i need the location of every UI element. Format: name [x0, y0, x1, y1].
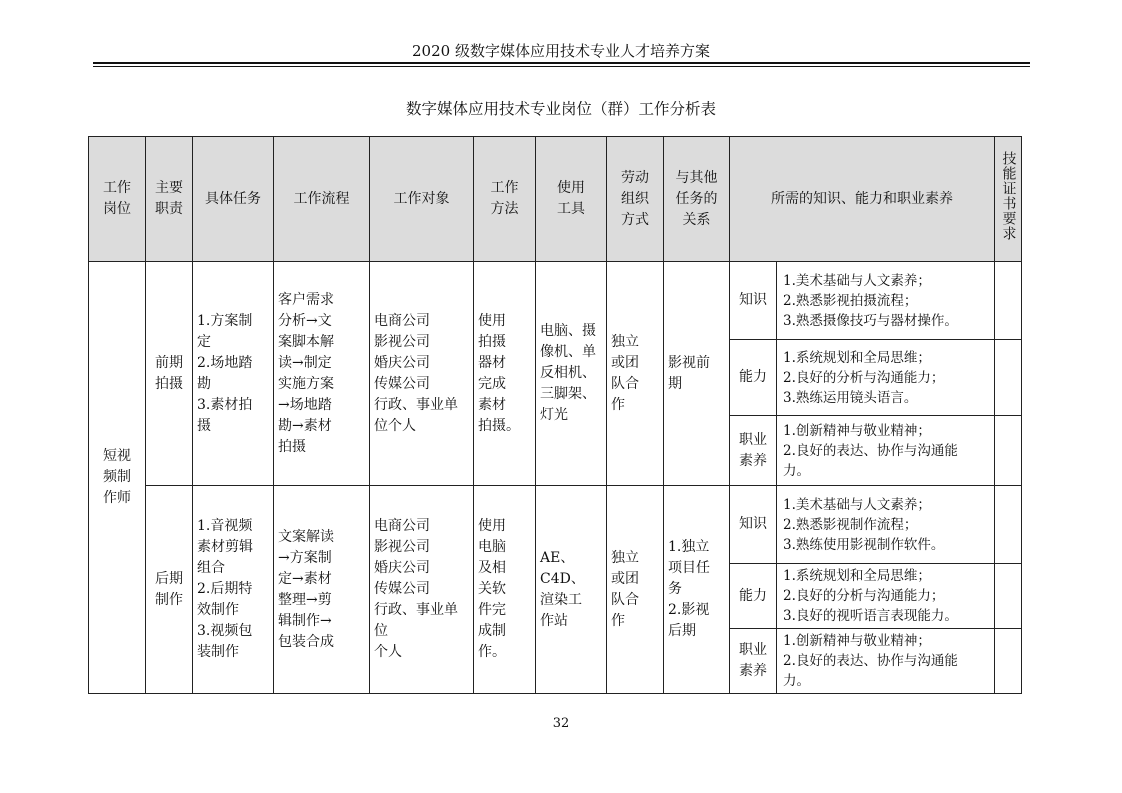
organization-cell: 独立 或团 队合 作: [607, 486, 664, 694]
requirement-category: 知识: [730, 262, 777, 340]
table-row: [89, 486, 1022, 564]
header-tools: 使用 工具: [536, 137, 607, 262]
requirement-category: 职业 素养: [730, 629, 777, 694]
job-analysis-table: [88, 136, 1022, 694]
tools-cell: AE、C4D、 渲染工 作站: [536, 486, 607, 694]
header-duty: 主要 职责: [146, 137, 193, 262]
header-rule-thin: [93, 66, 1030, 67]
certificate-cell: [995, 564, 1022, 629]
header-objects: 工作对象: [370, 137, 474, 262]
process-cell: 客户需求 分析→文 案脚本解 读→制定 实施方案 →场地踏 勘→素材 拍摄: [274, 262, 370, 486]
requirement-detail: 1.创新精神与敬业精神； 2.良好的表达、协作与沟通能 力。: [777, 416, 995, 486]
objects-cell: 电商公司 影视公司 婚庆公司 传媒公司 行政、事业单 位 个人: [370, 486, 474, 694]
tasks-cell: 1.方案制 定 2.场地踏 勘 3.素材拍 摄: [193, 262, 274, 486]
duty-cell: 前期 拍摄: [146, 262, 193, 486]
method-cell: 使用 拍摄 器材 完成 素材 拍摄。: [474, 262, 536, 486]
header-knowledge: 所需的知识、能力和职业素养: [730, 137, 995, 262]
tasks-cell: 1.音视频 素材剪辑 组合 2.后期特 效制作 3.视频包 装制作: [193, 486, 274, 694]
requirement-detail: 1.系统规划和全局思维； 2.良好的分析与沟通能力； 3.良好的视听语言表现能力。: [777, 564, 995, 629]
document-header: 2020 级数字媒体应用技术专业人才培养方案: [412, 42, 710, 60]
header-tasks: 具体任务: [193, 137, 274, 262]
certificate-cell: [995, 340, 1022, 416]
requirement-detail: 1.创新精神与敬业精神； 2.良好的表达、协作与沟通能 力。: [777, 629, 995, 694]
requirement-category: 能力: [730, 564, 777, 629]
method-cell: 使用 电脑 及相 关软 件完 成制 作。: [474, 486, 536, 694]
page-number: 32: [552, 716, 570, 731]
header-process: 工作流程: [274, 137, 370, 262]
requirement-detail: 1.美术基础与人文素养； 2.熟悉影视拍摄流程； 3.熟悉摄像技巧与器材操作。: [777, 262, 995, 340]
duty-cell: 后期 制作: [146, 486, 193, 694]
tools-cell: 电脑、摄 像机、单 反相机、 三脚架、 灯光: [536, 262, 607, 486]
certificate-cell: [995, 262, 1022, 340]
header-method: 工作 方法: [474, 137, 536, 262]
requirement-detail: 1.系统规划和全局思维； 2.良好的分析与沟通能力； 3.熟练运用镜头语言。: [777, 340, 995, 416]
table-title: 数字媒体应用技术专业岗位（群）工作分析表: [405, 100, 716, 118]
header-rule-thick: [93, 62, 1030, 64]
position-cell: 短视 频制 作师: [89, 262, 146, 694]
table-header-row: [89, 137, 1022, 262]
header-position: 工作 岗位: [89, 137, 146, 262]
table-row: [89, 262, 1022, 340]
relation-cell: 1.独立 项目任 务 2.影视 后期: [664, 486, 730, 694]
header-relation: 与其他 任务的 关系: [664, 137, 730, 262]
requirement-detail: 1.美术基础与人文素养； 2.熟悉影视制作流程； 3.熟练使用影视制作软件。: [777, 486, 995, 564]
requirement-category: 能力: [730, 340, 777, 416]
requirement-category: 知识: [730, 486, 777, 564]
relation-cell: 影视前 期: [664, 262, 730, 486]
certificate-cell: [995, 416, 1022, 486]
organization-cell: 独立 或团 队合 作: [607, 262, 664, 486]
process-cell: 文案解读 →方案制 定→素材 整理→剪 辑制作→ 包装合成: [274, 486, 370, 694]
certificate-cell: [995, 629, 1022, 694]
requirement-category: 职业 素养: [730, 416, 777, 486]
header-organization: 劳动 组织 方式: [607, 137, 664, 262]
header-certificate: 技能证书要求: [995, 137, 1022, 262]
objects-cell: 电商公司 影视公司 婚庆公司 传媒公司 行政、事业单 位个人: [370, 262, 474, 486]
certificate-cell: [995, 486, 1022, 564]
